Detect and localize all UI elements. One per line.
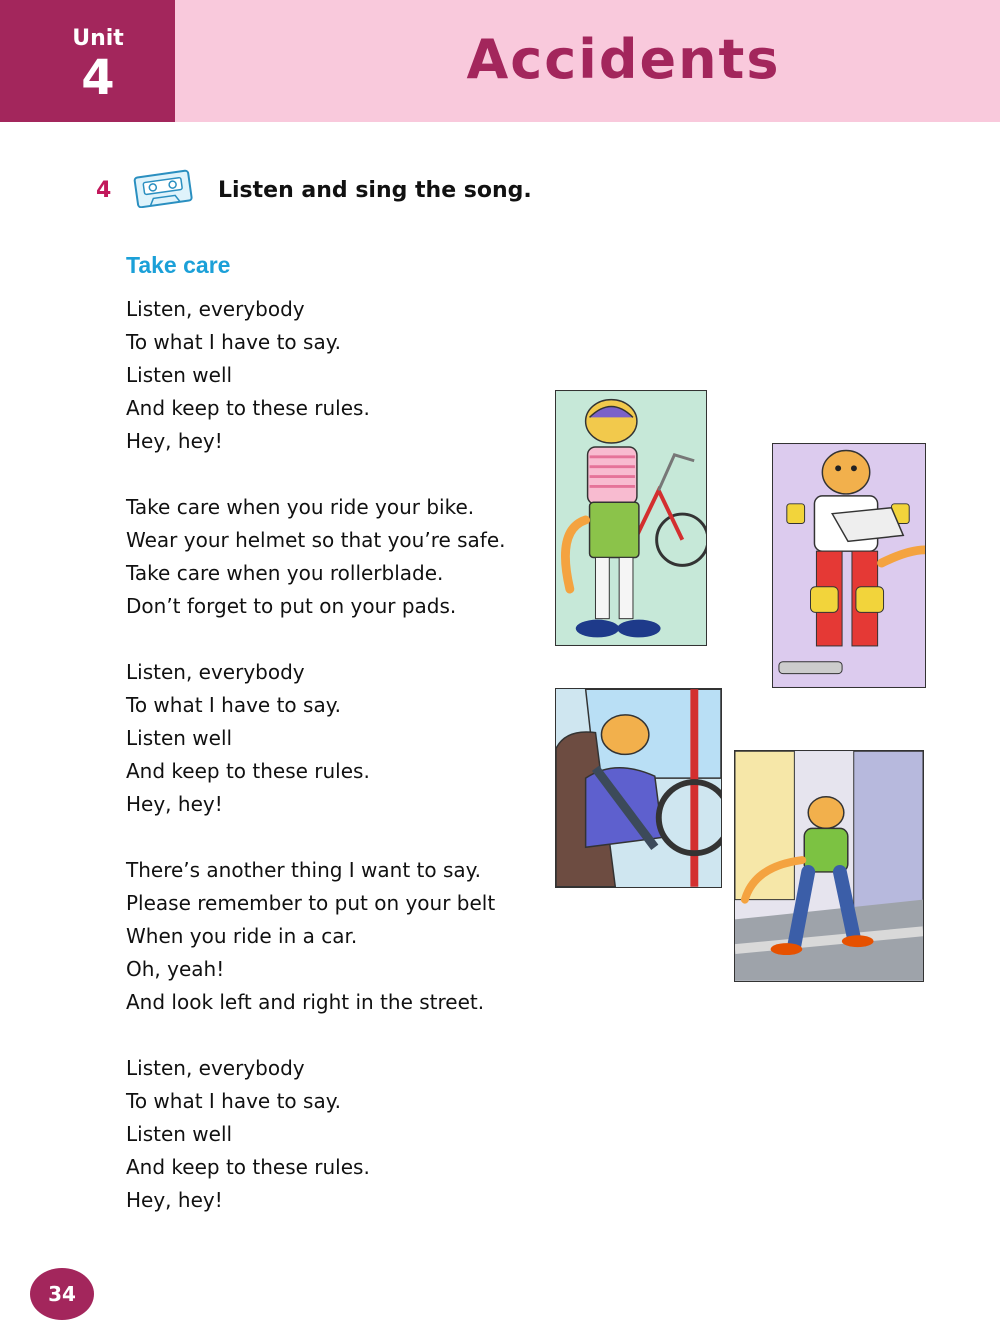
lyric-line: To what I have to say.: [126, 1089, 342, 1113]
lyric-line: Listen, everybody: [126, 1056, 305, 1080]
lyric-line: Listen, everybody: [126, 297, 305, 321]
exercise-number: 4: [96, 177, 112, 203]
lyric-line: To what I have to say.: [126, 693, 342, 717]
exercise-instruction: [96, 168, 532, 212]
unit-header: [0, 0, 1000, 122]
lyric-line: Hey, hey!: [126, 792, 223, 816]
lyric-line: Hey, hey!: [126, 429, 223, 453]
stanza: [126, 1052, 526, 1217]
illustration-tiger-rollerblades-pads: [772, 443, 926, 688]
lyric-line: Listen well: [126, 363, 233, 387]
unit-number: 4: [81, 50, 115, 106]
lyric-line: Listen well: [126, 1122, 233, 1146]
lyric-line: Please remember to put on your belt: [126, 891, 496, 915]
song-title: Take care: [126, 252, 231, 278]
lyric-line: And keep to these rules.: [126, 396, 370, 420]
unit-label: Unit: [72, 26, 124, 51]
lyric-line: To what I have to say.: [126, 330, 342, 354]
stanza: [126, 656, 526, 821]
lyric-line: Wear your helmet so that you’re safe.: [126, 528, 506, 552]
lyric-line: Listen well: [126, 726, 233, 750]
lyric-line: Don’t forget to put on your pads.: [126, 594, 457, 618]
unit-badge: [0, 0, 175, 122]
illustration-tiger-bike-helmet: [555, 390, 707, 646]
illustration-tiger-seat-belt-car: [555, 688, 722, 888]
page-title: Accidents: [466, 28, 781, 91]
lyric-line: Listen, everybody: [126, 660, 305, 684]
stanza: [126, 491, 526, 623]
lyric-line: And keep to these rules.: [126, 1155, 370, 1179]
lyric-line: And keep to these rules.: [126, 759, 370, 783]
stanza: [126, 854, 526, 1019]
lyric-line: Take care when you ride your bike.: [126, 495, 475, 519]
song-lyrics: [126, 293, 526, 1250]
lyric-line: Take care when you rollerblade.: [126, 561, 444, 585]
page-number: 34: [30, 1268, 94, 1320]
lyric-line: When you ride in a car.: [126, 924, 358, 948]
illustration-tiger-crossing-street: [734, 750, 924, 982]
instruction-text: Listen and sing the song.: [218, 177, 532, 203]
cassette-tape-icon: [132, 168, 218, 212]
lyric-line: There’s another thing I want to say.: [126, 858, 481, 882]
lyric-line: Hey, hey!: [126, 1188, 223, 1212]
lyric-line: Oh, yeah!: [126, 957, 225, 981]
lyric-line: And look left and right in the street.: [126, 990, 485, 1014]
stanza: [126, 293, 526, 458]
